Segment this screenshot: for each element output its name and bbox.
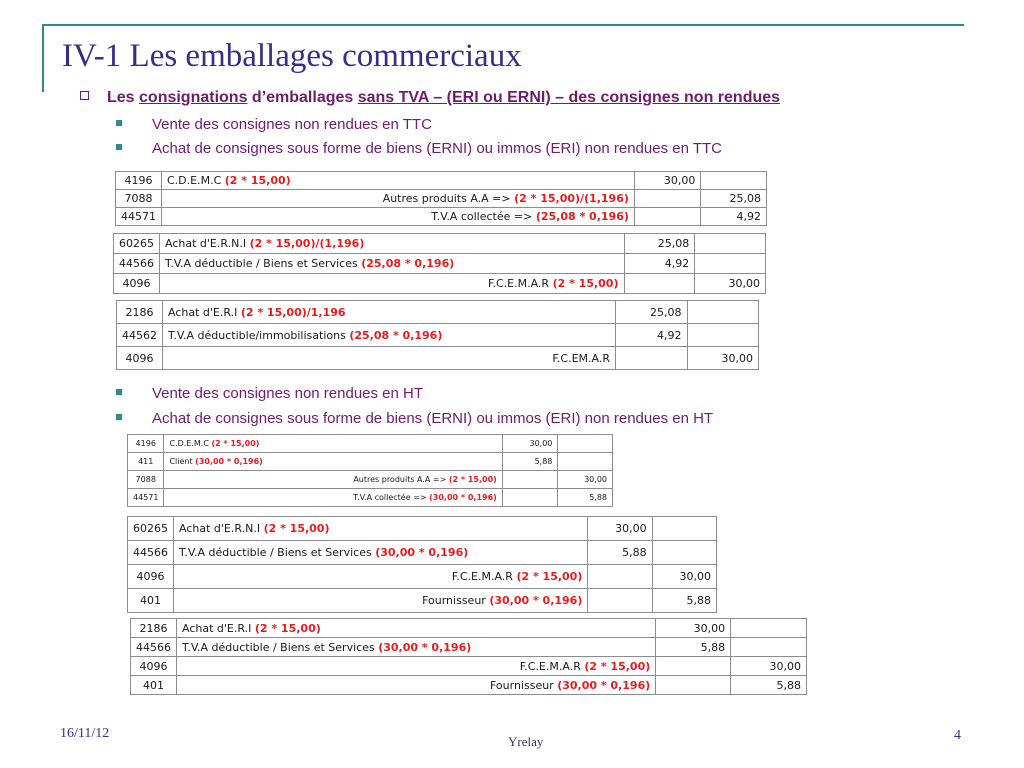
formula-text: (2 * 15,00) [584,659,651,673]
credit-cell: 30,00 [695,274,766,294]
journal-entry-table [127,434,613,507]
debit-cell [634,190,701,208]
table-row [114,234,766,254]
journal-entry-table [116,300,759,370]
credit-cell [687,324,759,347]
table-row [131,638,807,657]
label-text: Autres produits A.A => [353,475,449,484]
entry-label [174,565,588,589]
footer-author: Yrelay [508,734,544,749]
formula-text: (2 * 15,00) [552,277,619,290]
entry-label [177,638,656,657]
debit-cell: 30,00 [588,517,652,541]
hollow-square-bullet-icon [80,91,89,100]
frame-top-line [42,24,964,26]
credit-cell: 30,00 [687,347,759,370]
entry-label [162,190,635,208]
credit-cell: 30,00 [731,657,807,676]
label-text: T.V.A déductible / Biens et Services [179,546,376,559]
square-bullet-icon [116,144,122,150]
bullet-text: Vente des consignes non rendues en TTC [152,116,432,133]
label-text: Achat d'E.R.I [182,621,255,635]
table-row [131,619,807,638]
formula-text: (25,08 * 0,196) [535,210,629,223]
label-text: T.V.A collectée => [353,493,430,502]
journal-entry-table [115,171,767,226]
table-row [116,208,767,226]
bullet-item [116,385,423,402]
table-row [131,657,807,676]
credit-cell [652,517,716,541]
debit-cell: 30,00 [634,172,701,190]
entry-label [177,676,656,695]
label-text: Achat d'E.R.N.I [179,522,264,535]
debit-cell: 5,88 [656,638,731,657]
label-text: T.V.A déductible / Biens et Services [182,640,379,654]
label-text: Fournisseur [489,678,558,692]
entry-label [160,254,625,274]
credit-cell: 30,00 [558,471,613,489]
account-code: 60265 [114,234,160,254]
entry-label [174,541,588,565]
debit-cell [656,676,731,695]
label-text: F.C.E.M.A.R [487,277,553,290]
entry-label [164,453,502,471]
formula-text: (30,00 * 0,196) [429,493,497,502]
formula-text: (25,08 * 0,196) [361,257,455,270]
heading-bullet [80,89,780,107]
debit-cell: 30,00 [502,435,558,453]
credit-cell: 30,00 [652,565,716,589]
account-code: 2186 [131,619,177,638]
heading-mid: d’emballages [247,89,358,106]
account-code: 44571 [128,489,164,507]
entry-label [174,589,588,613]
table-row [128,517,717,541]
credit-cell [695,234,766,254]
credit-cell: 5,88 [731,676,807,695]
credit-cell [695,254,766,274]
formula-text: (2 * 15,00)/(1,196) [249,237,365,250]
journal-entry-table [113,233,766,294]
account-code: 44566 [114,254,160,274]
table-row [128,565,717,589]
entry-label [163,347,616,370]
footer-date: 16/11/12 [60,726,110,741]
debit-cell [588,565,652,589]
formula-text: (2 * 15,00)/(1,196) [514,192,629,205]
entry-label [177,657,656,676]
label-text: F.C.E.M.A.R [519,659,585,673]
journal-entry-table [127,516,717,613]
formula-text: (30,00 * 0,196) [375,546,469,559]
table-row [128,471,613,489]
formula-text: (2 * 15,00) [516,570,583,583]
label-text: Client [169,457,196,466]
account-code: 411 [128,453,164,471]
formula-text: (30,00 * 0,196) [557,678,651,692]
account-code: 7088 [116,190,162,208]
account-code: 44571 [116,208,162,226]
credit-cell: 5,88 [652,589,716,613]
debit-cell [502,489,558,507]
entry-label [160,234,625,254]
formula-text: (2 * 15,00) [211,439,260,448]
heading-prefix: Les [107,89,140,106]
account-code: 44566 [128,541,174,565]
account-code: 4196 [116,172,162,190]
table-row [114,274,766,294]
entry-label [160,274,625,294]
frame-left-line [42,24,44,92]
slide-title: IV-1 Les emballages commerciaux [62,38,522,74]
account-code: 4096 [114,274,160,294]
heading-link-consignations: consignations [139,89,248,106]
entry-label [164,435,502,453]
label-text: Autres produits A.A => [382,192,515,205]
account-code: 60265 [128,517,174,541]
label-text: T.V.A déductible/immobilisations [168,328,350,342]
label-text: F.C.E.M.A.R [451,570,517,583]
page-number: 4 [954,728,961,743]
debit-cell [634,208,701,226]
account-code: 4096 [117,347,163,370]
bullet-item [116,140,722,157]
table-row [114,254,766,274]
account-code: 401 [131,676,177,695]
entry-label [174,517,588,541]
label-text: Achat d'E.R.I [168,305,241,319]
entry-label [164,471,502,489]
bullet-item [116,116,432,133]
credit-cell [558,435,613,453]
account-code: 4196 [128,435,164,453]
label-text: F.C.EM.A.R [552,351,611,365]
bullet-text: Achat de consignes sous forme de biens (ERNI) ou immos (ERI) non rendues en TTC [152,140,722,157]
label-text: T.V.A collectée => [431,210,536,223]
table-row [131,676,807,695]
label-text: C.D.E.M.C [169,439,212,448]
debit-cell: 30,00 [656,619,731,638]
debit-cell: 5,88 [588,541,652,565]
account-code: 44562 [117,324,163,347]
account-code: 44566 [131,638,177,657]
credit-cell [701,172,767,190]
bullet-text: Achat de consignes sous forme de biens (ERNI) ou immos (ERI) non rendues en HT [152,410,714,427]
credit-cell: 5,88 [558,489,613,507]
debit-cell [502,471,558,489]
table-row [117,301,759,324]
credit-cell [731,619,807,638]
entry-label [163,301,616,324]
credit-cell: 4,92 [701,208,767,226]
entry-label [162,172,635,190]
credit-cell [731,638,807,657]
table-row [117,324,759,347]
debit-cell [624,274,695,294]
label-text: T.V.A déductible / Biens et Services [165,257,362,270]
debit-cell: 4,92 [624,254,695,274]
table-row [116,172,767,190]
square-bullet-icon [116,389,122,395]
debit-cell [616,347,687,370]
credit-cell [687,301,759,324]
table-row [128,589,717,613]
formula-text: (2 * 15,00) [448,475,497,484]
formula-text: (30,00 * 0,196) [195,457,263,466]
debit-cell: 4,92 [616,324,687,347]
journal-entry-table [130,618,807,695]
credit-cell [652,541,716,565]
account-code: 4096 [131,657,177,676]
label-text: Achat d'E.R.N.I [165,237,250,250]
entry-label [164,489,502,507]
square-bullet-icon [116,120,122,126]
formula-text: (30,00 * 0,196) [378,640,472,654]
entry-label [162,208,635,226]
credit-cell: 25,08 [701,190,767,208]
credit-cell [558,453,613,471]
table-row [128,435,613,453]
formula-text: (25,08 * 0,196) [349,328,443,342]
table-row [128,541,717,565]
account-code: 4096 [128,565,174,589]
debit-cell: 25,08 [616,301,687,324]
label-text: C.D.E.M.C [167,174,225,187]
debit-cell [656,657,731,676]
label-text: Fournisseur [422,594,490,607]
debit-cell: 5,88 [502,453,558,471]
debit-cell [588,589,652,613]
square-bullet-icon [116,414,122,420]
table-row [128,453,613,471]
account-code: 2186 [117,301,163,324]
bullet-text: Vente des consignes non rendues en HT [152,385,424,402]
formula-text: (2 * 15,00) [263,522,330,535]
table-row [117,347,759,370]
entry-label [163,324,616,347]
table-row [128,489,613,507]
account-code: 401 [128,589,174,613]
account-code: 7088 [128,471,164,489]
debit-cell: 25,08 [624,234,695,254]
table-row [116,190,767,208]
entry-label [177,619,656,638]
formula-text: (2 * 15,00) [254,621,321,635]
formula-text: (2 * 15,00) [224,174,291,187]
formula-text: (2 * 15,00)/1,196 [240,305,346,319]
heading-link-sans-tva: sans TVA – (ERI ou ERNI) – des consignes non rendues [357,89,781,106]
formula-text: (30,00 * 0,196) [489,594,583,607]
bullet-item [116,410,713,427]
